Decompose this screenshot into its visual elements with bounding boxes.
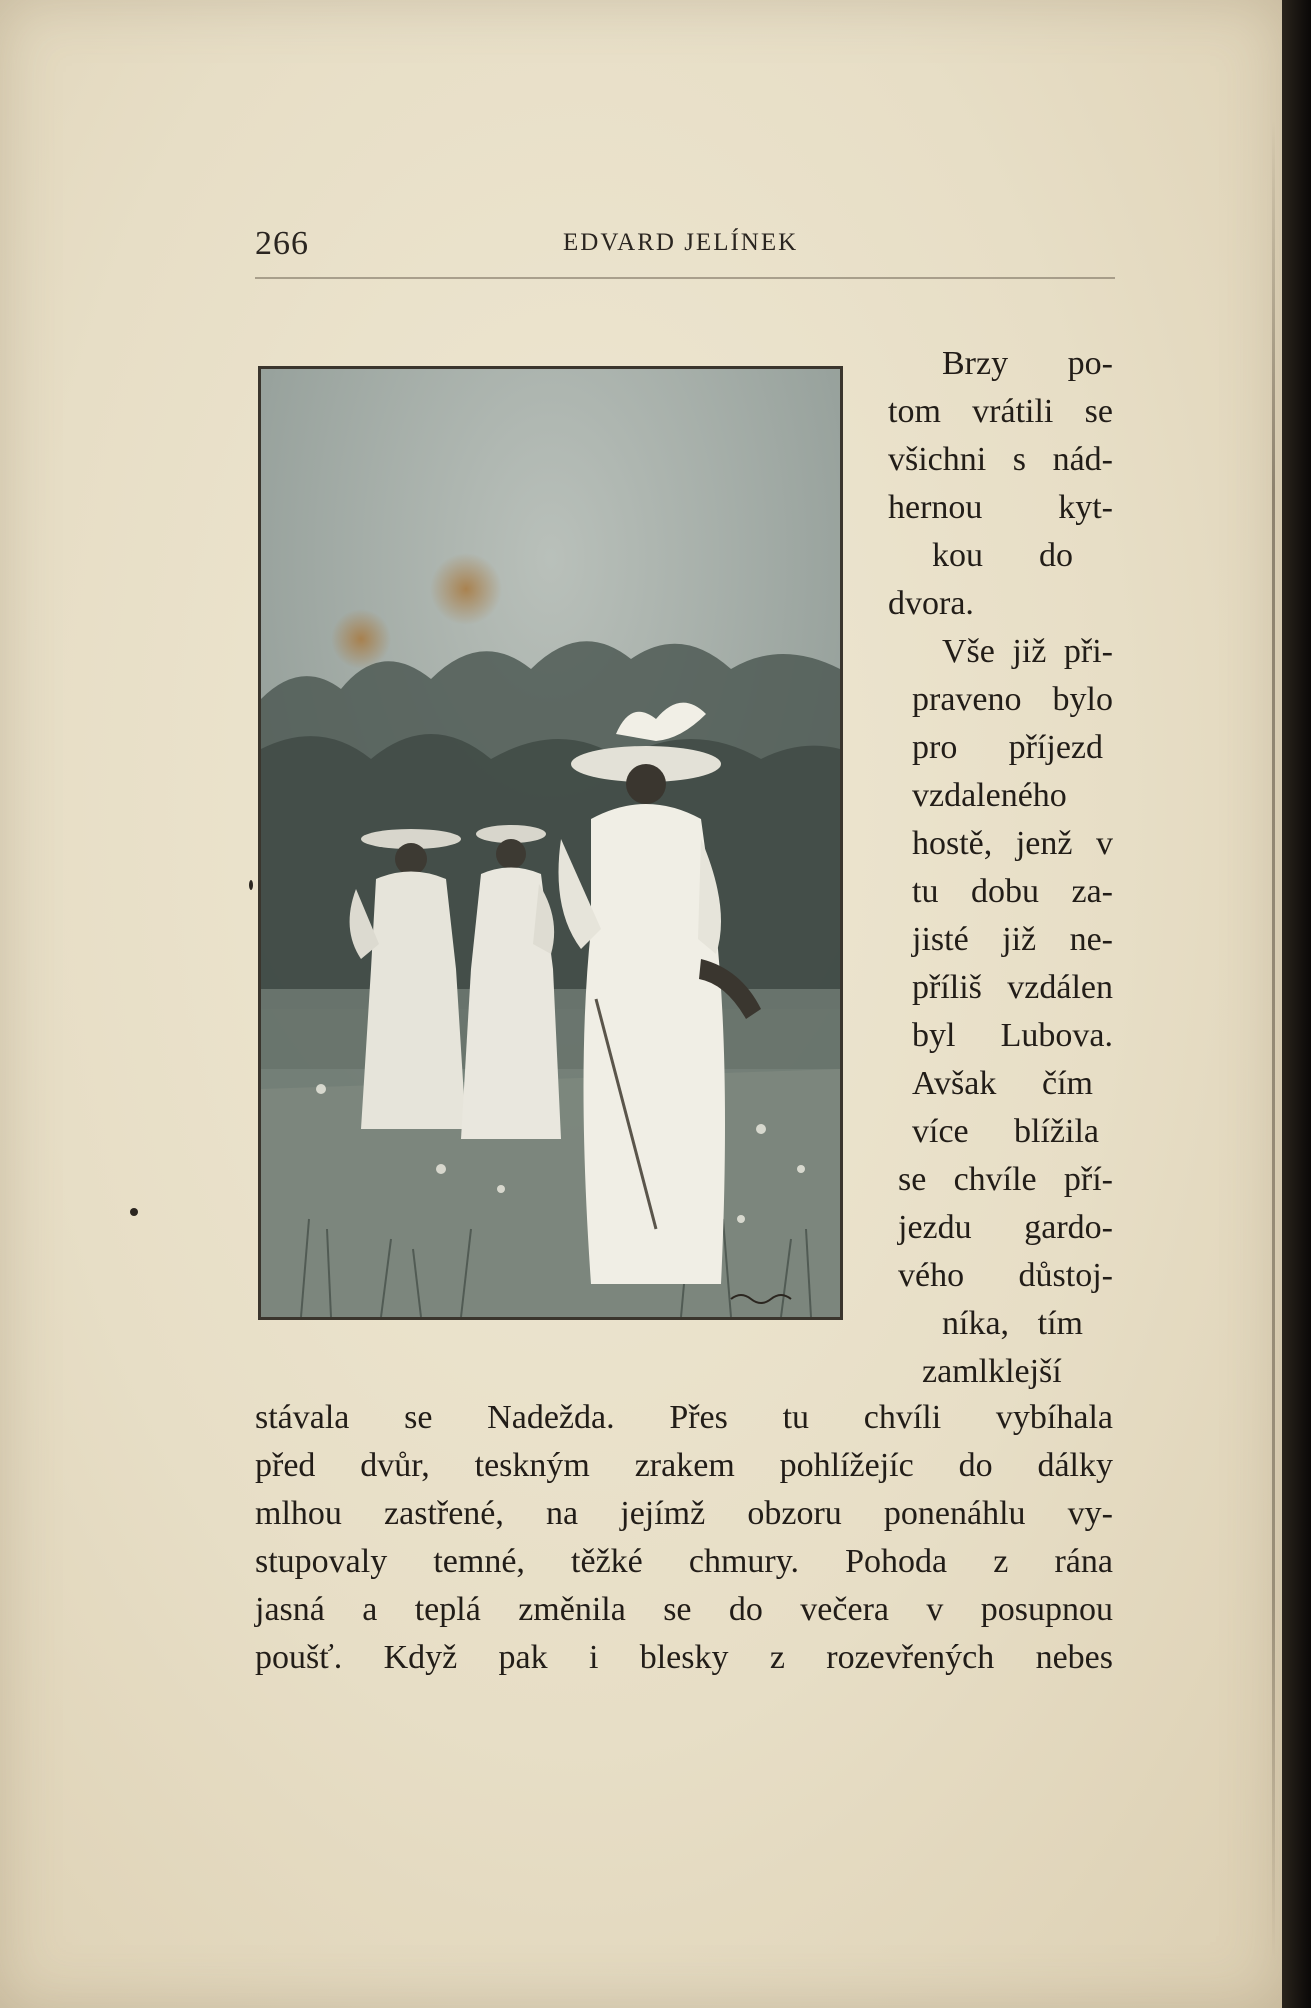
text-line: tu dobu za-: [912, 873, 1113, 910]
text-line: se chvíle pří-: [898, 1161, 1113, 1198]
text-line: praveno bylo: [912, 681, 1113, 718]
text-line: tom vrátili se: [888, 393, 1113, 430]
text-line: jisté již ne-: [912, 921, 1113, 958]
text-line: Vše již při-: [942, 633, 1113, 670]
ink-speck: [249, 880, 253, 890]
text-line: jezdu gardo-: [898, 1209, 1113, 1246]
binding-edge: [1282, 0, 1311, 2008]
text-line: poušť. Když pak i blesky z rozevřených nebes: [255, 1639, 1113, 1676]
text-line: byl Lubova.: [912, 1017, 1113, 1054]
text-line: příliš vzdálen: [912, 969, 1113, 1006]
text-line: dvora.: [888, 585, 974, 622]
text-line: hernou kyt-: [888, 489, 1113, 526]
text-line: kou do: [932, 537, 1073, 574]
text-line: stupovaly temné, těžké chmury. Pohoda z rána: [255, 1543, 1113, 1580]
page-header: [255, 225, 1115, 275]
running-head: EDVARD JELÍNEK: [563, 229, 799, 256]
text-line: mlhou zastřené, na jejímž obzoru ponenáhlu vy-: [255, 1495, 1113, 1532]
text-line: všichni s nád-: [888, 441, 1113, 478]
text-line: vého důstoj-: [898, 1257, 1113, 1294]
text-line: zamlklejší: [922, 1353, 1062, 1390]
illustration: [258, 366, 843, 1320]
header-rule: [255, 277, 1115, 279]
text-line: stávala se Nadežda. Přes tu chvíli vybíhala: [255, 1399, 1113, 1436]
text-line: jasná a teplá změnila se do večera v posupnou: [255, 1591, 1113, 1628]
ink-speck: [130, 1208, 138, 1216]
illustration-three-women-in-white-dresses-in-meadow: [261, 369, 840, 1317]
text-line: Brzy po-: [942, 345, 1113, 382]
text-line: níka, tím: [942, 1305, 1083, 1342]
text-line: Avšak čím: [912, 1065, 1093, 1102]
side-column-text: [888, 340, 1113, 1396]
text-line: více blížila: [912, 1113, 1099, 1150]
full-width-text: [255, 1394, 1113, 1682]
text-line: pro příjezd: [912, 729, 1103, 766]
text-line: hostě, jenž v: [912, 825, 1113, 862]
page-number: 266: [255, 225, 309, 262]
page-edge-shadow: [1272, 120, 1275, 1960]
text-line: vzdaleného: [912, 777, 1067, 814]
text-line: před dvůr, teskným zrakem pohlížejíc do dálky: [255, 1447, 1113, 1484]
